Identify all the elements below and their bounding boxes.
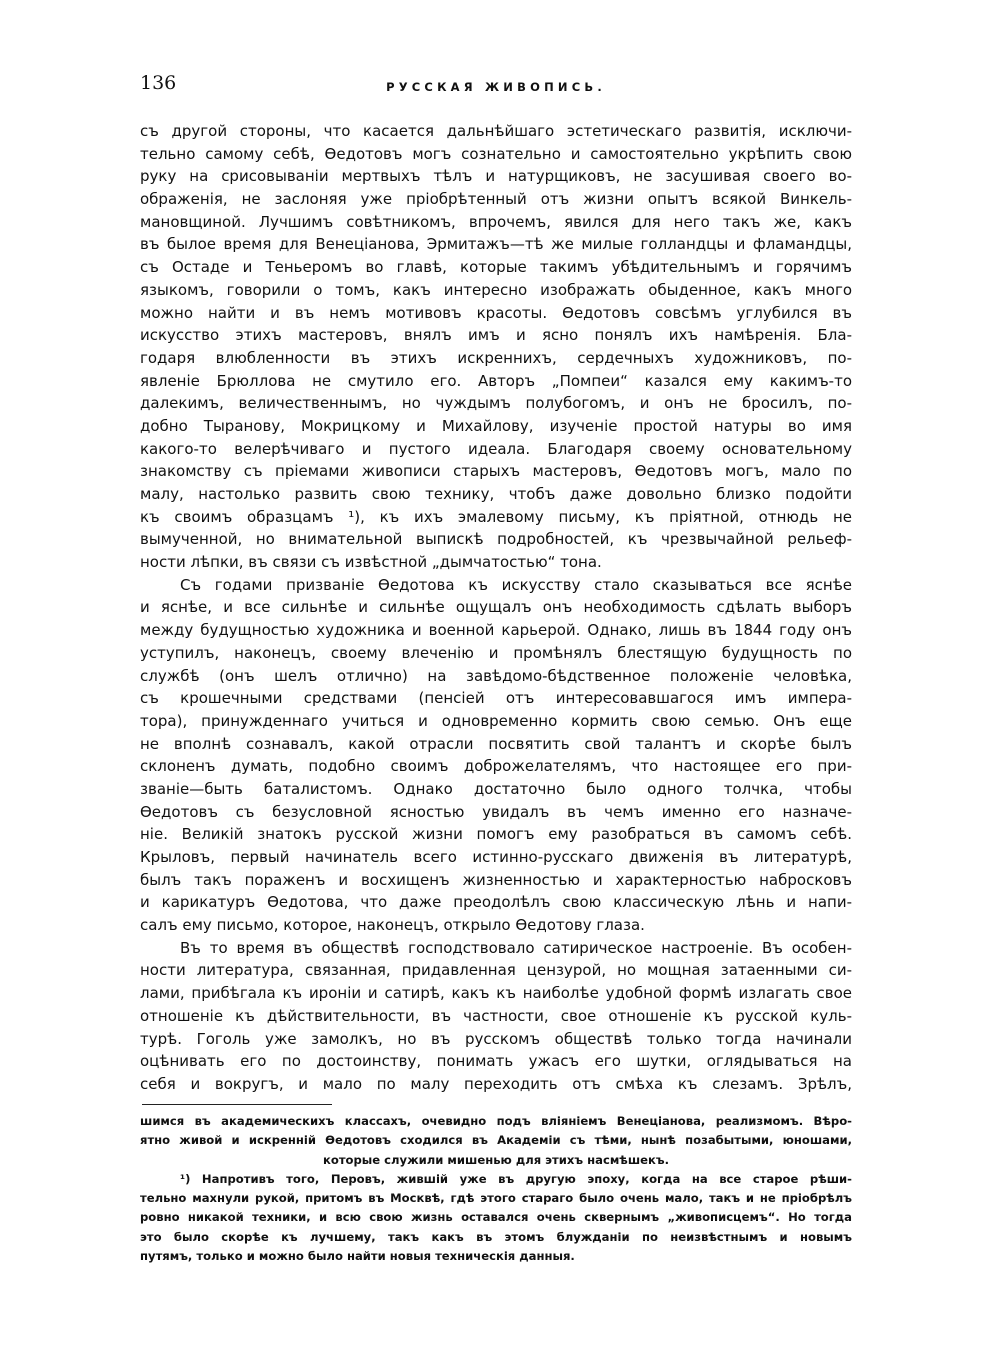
text-line: искусство этихъ мастеровъ, внялъ имъ и ясно понялъ ихъ намѣренія. Бла- xyxy=(140,326,852,345)
footnote-line: тельно махнули рукой, притомъ въ Москвѣ, гдѣ этого стараго было очень мало, такъ и не пріобрѣлъ xyxy=(140,1191,852,1206)
footnote-line: ¹) Напротивъ того, Перовъ, жившій уже въ другую эпоху, когда на все старое рѣши- xyxy=(180,1171,852,1186)
text-line: салъ ему письмо, которое, наконецъ, открыло Ѳедотову глаза. xyxy=(140,916,645,935)
page-number: 136 xyxy=(140,72,177,94)
text-line: службѣ (онъ шелъ отлично) на завѣдомо-бѣдственное положеніе человѣка, xyxy=(140,666,852,685)
footnote-line: путямъ, только и можно было найти новыя техническія данныя. xyxy=(140,1249,575,1264)
text-line: Въ то время въ обществѣ господствовало сатирическое настроеніе. Въ особен- xyxy=(180,938,852,957)
text-line: турѣ. Гоголь уже замолкъ, но въ русскомъ обществѣ только тогда начинали xyxy=(140,1029,852,1048)
text-line: себя и вокругъ, и мало по малу переходить отъ смѣха къ слезамъ. Зрѣлъ, xyxy=(140,1074,852,1093)
text-line-footnote-ref: къ своимъ образцамъ ¹), къ ихъ эмалевому письму, къ пріятной, отнюдь не xyxy=(140,507,852,526)
text-line: съ другой стороны, что касается дальнѣйшаго эстетическаго развитія, исключи- xyxy=(140,122,852,140)
footnote-line: ятно живой и искренній Ѳедотовъ сходился въ Академіи съ тѣми, нынѣ позабытыми, юношами, xyxy=(140,1133,852,1148)
text-line: въ былое время для Венеціанова, Эрмитажъ—тѣ же милые голландцы и фламандцы, xyxy=(140,235,852,254)
text-line: явленіе Брюллова не смутило его. Авторъ „Помпеи“ казался ему какимъ-то xyxy=(140,371,852,390)
text-line: далекимъ, величественнымъ, но чуждымъ полубогомъ, и онъ не бросилъ, по- xyxy=(140,394,852,413)
footnote-divider xyxy=(142,1104,332,1105)
text-line: языкомъ, говорили о томъ, какъ интересно изображать обыденное, какъ много xyxy=(140,280,852,299)
text-line: ности лѣпки, въ связи съ извѣстной „дымчатостью“ тона. xyxy=(140,553,602,572)
footnote-line: шимся въ академическихъ классахъ, очевидно подъ вліяніемъ Венеціанова, реализмомъ. Вѣро- xyxy=(140,1114,852,1128)
text-line: оцѣнивать его по достоинству, понимать ужасъ его шутки, оглядываться на xyxy=(140,1052,852,1071)
text-line: склоненъ думать, подобно своимъ доброжелателямъ, что настоящее его при- xyxy=(140,757,852,776)
text-line: званіе—быть баталистомъ. Однако достаточно было одного толчка, чтобы xyxy=(140,779,852,798)
text-line: съ крошечными средствами (пенсіей отъ интересовавшагося имъ импера- xyxy=(140,689,852,708)
text-line: добно Тыранову, Мокрицкому и Михайлову, изученіе простой натуры во имя xyxy=(140,416,852,435)
footnotes xyxy=(140,1112,852,1266)
text-line: и яснѣе, и все сильнѣе и сильнѣе ощущалъ онъ необходимость сдѣлать выборъ xyxy=(140,598,852,617)
text-line: и карикатуръ Ѳедотова, что даже преодолѣлъ свою классическую лѣнь и напи- xyxy=(140,893,852,912)
text-line: малу, настолько развить свою технику, чтобъ даже довольно близко подойти xyxy=(140,485,852,503)
text-line: вымученной, но внимательной выпискѣ подробностей, къ чрезвычайной рельеф- xyxy=(140,530,852,549)
text-line: руку на срисовываніи мертвыхъ тѣлъ и натурщиковъ, не засушивая своего во- xyxy=(140,167,852,186)
text-line: Крыловъ, первый начинатель всего истинно-русскаго движенія въ литературѣ, xyxy=(140,848,852,866)
text-line: съ Остаде и Теньеромъ во главѣ, которые такимъ убѣдительнымъ и горячимъ xyxy=(140,258,852,277)
text-line: мановщиной. Лучшимъ совѣтникомъ, впрочемъ, явился для него такъ же, какъ xyxy=(140,212,852,231)
text-line: между будущностью художника и военной карьерой. Однако, лишь въ 1844 году онъ xyxy=(140,621,852,640)
text-line: годаря влюбленности въ этихъ искреннихъ, сердечныхъ художниковъ, по- xyxy=(140,348,852,367)
text-line: тора), принужденнаго учиться и одновременно кормить свою семью. Онъ еще xyxy=(140,711,852,730)
text-line: ніе. Великій знатокъ русской жизни помогъ ему разобраться въ самомъ себѣ. xyxy=(140,825,852,844)
text-line: не вполнѣ сознавалъ, какой отрасли посвятить свой талантъ и скорѣе былъ xyxy=(140,734,852,753)
text-line: можно найти и въ немъ мотивовъ красоты. Ѳедотовъ совсѣмъ углубился въ xyxy=(140,303,852,322)
text-line: какого-то велерѣчиваго и пустого идеала. Благодаря своему основательному xyxy=(140,439,852,458)
footnote-line: ровно никакой техники, и всю свою жизнь оставался очень сквернымъ „живописцемъ“. Но тогда xyxy=(140,1210,852,1225)
page-header xyxy=(140,72,852,102)
text-line: отношеніе къ дѣйствительности, въ частности, свое отношеніе къ русской куль- xyxy=(140,1006,852,1025)
footnote-line: это было скорѣе къ лучшему, такъ какъ въ этомъ блужданіи по неизвѣстнымъ и новымъ xyxy=(140,1229,852,1244)
footnote-line: которые служили мишенью для этихъ насмѣшекъ. xyxy=(322,1152,669,1167)
running-title: РУССКАЯ ЖИВОПИСЬ. xyxy=(386,80,606,94)
main-text xyxy=(140,120,852,1096)
text-line: ности литература, связанная, придавленная цензурой, но мощная затаенными си- xyxy=(140,961,852,980)
text-line: знакомству съ пріемами живописи старыхъ мастеровъ, Ѳедотовъ могъ, мало по xyxy=(140,462,852,481)
text-line: лами, прибѣгала къ ироніи и сатирѣ, какъ къ наиболѣе удобной формѣ излагать свое xyxy=(140,984,852,1003)
text-line: тельно самому себѣ, Ѳедотовъ могъ сознательно и самостоятельно укрѣпить свою xyxy=(140,144,852,163)
text-line: былъ такъ пораженъ и восхищенъ жизненностью и характерностью набросковъ xyxy=(140,870,852,889)
text-line: Ѳедотовъ съ безусловной ясностью увидалъ въ чемъ именно его назначе- xyxy=(140,802,852,821)
text-line: Съ годами призваніе Ѳедотова къ искусству стало сказываться все яснѣе xyxy=(180,575,852,594)
text-line: ображенія, не заслоняя уже пріобрѣтенный отъ жизни опытъ всякой Винкель- xyxy=(140,190,852,209)
text-line: уступилъ, наконецъ, своему влеченію и промѣнялъ блестящую будущность по xyxy=(140,643,852,662)
